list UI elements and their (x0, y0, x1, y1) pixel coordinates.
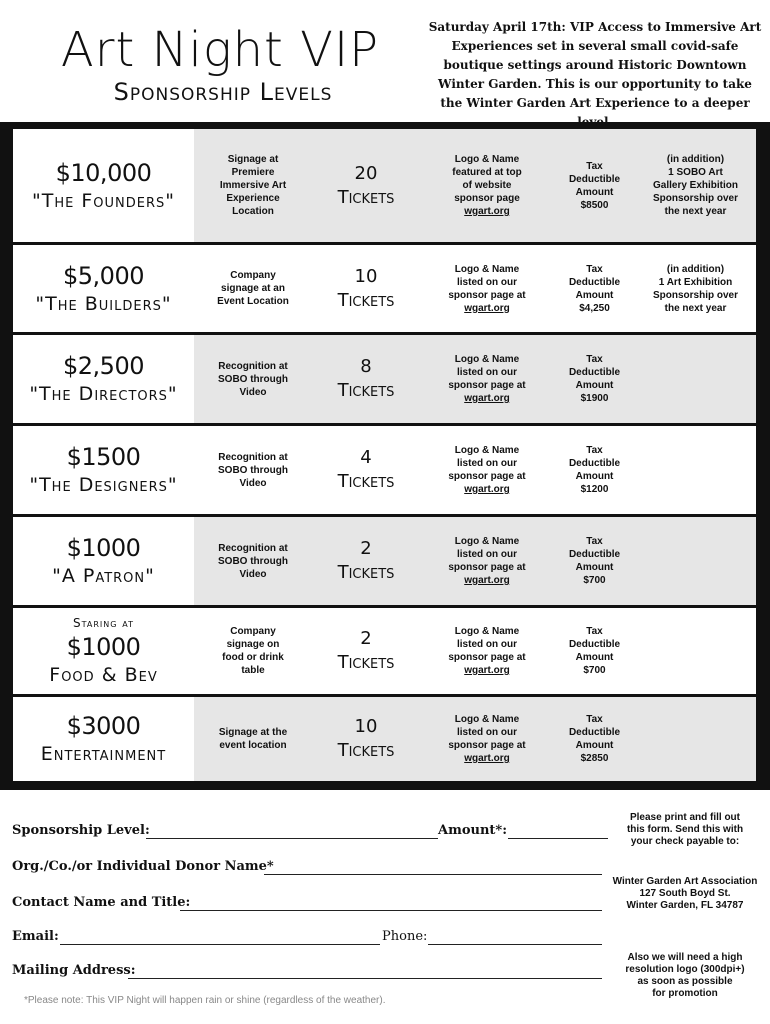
ticket-word: Tickets (337, 380, 395, 401)
level-name: "A Patron" (52, 565, 155, 587)
logo-line: sponsor page at (448, 289, 526, 301)
address-line: Winter Garden Art Association (612, 876, 758, 887)
logo-line: Logo & Name (454, 263, 520, 275)
tickets-cell (312, 517, 420, 605)
contact-label: Contact Name and Title: (12, 895, 191, 910)
signage-cell (194, 517, 312, 605)
sponsorship-level-field[interactable] (146, 824, 438, 839)
signage-line: food or drink (222, 652, 284, 663)
tickets-cell (312, 697, 420, 781)
level-name: Entertainment (40, 743, 167, 765)
signage-line: signage at an (221, 283, 285, 294)
tax-cell (554, 517, 635, 605)
logo-line: listed on our (457, 367, 517, 378)
signage-line: Location (232, 206, 274, 217)
extra-line: 1 Art Exhibition (658, 276, 733, 288)
print-note (600, 812, 770, 848)
ticket-word: Tickets (337, 186, 395, 208)
logo-line: sponsor page at (448, 471, 526, 482)
ticket-count: 8 (360, 356, 372, 377)
level-cell (13, 426, 194, 514)
ticket-count: 10 (354, 716, 378, 737)
ticket-word: Tickets (337, 471, 395, 492)
tax-line: Amount (575, 562, 614, 573)
tax-line: $8500 (580, 199, 609, 211)
logo-line: sponsor page at (448, 652, 526, 663)
signage-line: Immersive Art (219, 180, 287, 191)
website-link[interactable]: wgart.org (464, 484, 510, 495)
logo-line: sponsor page at (448, 740, 526, 751)
level-cell (13, 245, 194, 332)
website-link[interactable]: wgart.org (464, 302, 510, 314)
level-row (13, 608, 756, 694)
logo-line: Logo & Name (454, 714, 520, 725)
level-amount: $3000 (66, 712, 141, 740)
print-note-line: Please print and fill out (629, 812, 740, 823)
logo-cell (420, 129, 554, 242)
logo-line: sponsor page at (448, 562, 526, 573)
logo-cell (420, 426, 554, 514)
website-link[interactable]: wgart.org (464, 206, 510, 217)
extra-line: the next year (664, 302, 727, 314)
level-name: "The Designers" (29, 474, 178, 496)
level-cell (13, 335, 194, 423)
donor-name-label: Org./Co./or Individual Donor Name* (12, 859, 274, 874)
signage-line: Experience (226, 193, 280, 204)
tax-cell (554, 426, 635, 514)
tickets-cell (312, 335, 420, 423)
tax-line: Amount (575, 652, 614, 663)
level-amount: $5,000 (63, 261, 144, 290)
tax-line: Tax (586, 714, 603, 725)
tickets-cell (312, 129, 420, 242)
tax-line: Amount (575, 186, 614, 198)
signage-line: Company (230, 270, 276, 281)
level-amount: $1500 (66, 443, 141, 471)
mailing-label: Mailing Address: (12, 963, 136, 978)
website-link[interactable]: wgart.org (464, 393, 510, 404)
logo-line: listed on our (457, 458, 517, 469)
ticket-word: Tickets (337, 740, 395, 761)
logo-line: Logo & Name (454, 445, 520, 456)
extra-cell (635, 697, 756, 781)
amount-label: Amount*: (438, 823, 508, 838)
extra-cell (635, 129, 756, 242)
tax-line: Deductible (568, 367, 621, 378)
extra-line: 1 SOBO Art (668, 167, 723, 178)
extra-line: (in addition) (666, 154, 725, 165)
signage-line: Premiere (231, 167, 275, 178)
signage-line: SOBO through (218, 373, 288, 385)
tax-cell (554, 335, 635, 423)
level-name: "The Builders" (35, 292, 172, 315)
mailing-field[interactable] (128, 964, 602, 979)
logo-cell (420, 245, 554, 332)
footnote: *Please note: This VIP Night will happen rain or shine (regardless of the weather). (24, 995, 386, 1006)
signage-cell (194, 245, 312, 332)
tax-line: $4,250 (579, 302, 610, 314)
extra-cell (635, 335, 756, 423)
extra-line: Gallery Exhibition (652, 180, 739, 191)
extra-line: Sponsorship over (652, 193, 738, 204)
level-cell (13, 129, 194, 242)
logo-line: listed on our (457, 276, 517, 288)
print-note-line: your check payable to: (630, 836, 740, 847)
logo-line: Logo & Name (454, 626, 520, 637)
payee-address (600, 876, 770, 912)
amount-field[interactable] (508, 824, 608, 839)
ticket-word: Tickets (337, 652, 395, 673)
signage-cell (194, 129, 312, 242)
ticket-word: Tickets (337, 289, 395, 311)
logo-cell (420, 517, 554, 605)
level-row (13, 245, 756, 332)
website-link[interactable]: wgart.org (464, 575, 510, 586)
logo-line: listed on our (457, 727, 517, 738)
level-cell (13, 697, 194, 781)
extra-line: Sponsorship over (652, 289, 738, 301)
tax-line: Tax (586, 536, 603, 547)
signage-line: Signage at (227, 154, 279, 165)
tax-line: Deductible (568, 458, 621, 469)
tax-line: Tax (586, 354, 603, 365)
logo-line: featured at top (452, 167, 522, 178)
tax-line: $700 (583, 575, 606, 586)
level-amount: $10,000 (55, 158, 152, 187)
signage-line: Signage at the (218, 727, 288, 738)
ticket-word: Tickets (337, 562, 395, 583)
print-note-line: this form. Send this with (626, 824, 744, 835)
intro-text: Saturday April 17th: VIP Access to Immersive Art Experiences set in several small covid-safe boutique settings around Historic Downtown Winter Garden. This is our opportunity to take the Winter Garden Art Experience to a deeper (428, 20, 762, 110)
tax-line: Deductible (568, 173, 621, 185)
logo-cell (420, 608, 554, 694)
level-amount: $1000 (66, 534, 141, 562)
tax-cell (554, 245, 635, 332)
signage-cell (194, 426, 312, 514)
signage-cell (194, 697, 312, 781)
logo-line: listed on our (457, 549, 517, 560)
signage-line: Company (230, 626, 276, 637)
tax-line: Amount (575, 740, 614, 751)
level-name: "The Founders" (31, 189, 176, 212)
tax-line: Amount (575, 380, 614, 391)
extra-cell (635, 426, 756, 514)
extra-cell (635, 517, 756, 605)
signage-line: Recognition at (218, 360, 288, 372)
signage-line: Recognition at (218, 542, 288, 554)
level-row (13, 129, 756, 242)
logo-note (600, 952, 770, 1000)
tax-cell (554, 129, 635, 242)
tax-line: Tax (586, 160, 603, 172)
signage-cell (194, 608, 312, 694)
address-line: 127 South Boyd St. (639, 888, 731, 899)
signage-line: SOBO through (218, 464, 288, 476)
sponsorship-table (0, 122, 770, 790)
ticket-count: 2 (360, 538, 372, 559)
logo-note-line: as soon as possible (637, 976, 733, 987)
level-cell (13, 608, 194, 694)
sponsorship-level-label: Sponsorship Level: (12, 823, 150, 838)
logo-line: listed on our (457, 639, 517, 650)
tax-line: Amount (575, 289, 614, 301)
signage-line: signage on (226, 639, 280, 650)
logo-note-line: resolution logo (300dpi+) (625, 964, 745, 975)
level-name: "The Directors" (29, 383, 178, 405)
tax-line: $2850 (580, 753, 609, 764)
signage-line: SOBO through (218, 555, 288, 567)
tax-line: Amount (575, 471, 614, 482)
tax-cell (554, 697, 635, 781)
ticket-count: 20 (354, 162, 378, 184)
level-prefix: Staring at (72, 616, 134, 630)
phone-field[interactable] (428, 930, 602, 945)
extra-line: (in addition) (666, 263, 725, 275)
ticket-count: 10 (354, 265, 378, 287)
ticket-count: 4 (360, 447, 372, 468)
tax-line: Deductible (568, 727, 621, 738)
extra-cell (635, 608, 756, 694)
tickets-cell (312, 608, 420, 694)
logo-line: Logo & Name (454, 354, 520, 365)
tax-line: $700 (583, 665, 606, 676)
contact-field[interactable] (180, 896, 602, 911)
signage-line: table (241, 665, 265, 676)
level-row (13, 517, 756, 605)
logo-line: Logo & Name (454, 536, 520, 547)
logo-line: sponsor page at (448, 380, 526, 391)
level-amount: $2,500 (63, 352, 144, 380)
logo-note-line: Also we will need a high (627, 952, 743, 963)
phone-label: Phone: (382, 929, 428, 944)
level-cell (13, 517, 194, 605)
page-subtitle: Sponsorship Levels (113, 78, 333, 106)
signage-line: Video (239, 386, 267, 398)
tax-line: Deductible (568, 549, 621, 560)
signage-cell (194, 335, 312, 423)
address-line: Winter Garden, FL 34787 (626, 900, 744, 911)
tax-line: Deductible (568, 639, 621, 650)
tax-line: Tax (586, 263, 603, 275)
level-amount: $1000 (66, 633, 141, 661)
donor-name-field[interactable] (264, 860, 602, 875)
signage-line: event location (219, 740, 287, 751)
email-label: Email: (12, 929, 59, 944)
tax-line: $1200 (580, 484, 609, 495)
ticket-count: 2 (360, 628, 372, 649)
level-name: Food & Bev (49, 664, 158, 686)
email-field[interactable] (60, 930, 380, 945)
tickets-cell (312, 245, 420, 332)
page-title: Art Night VIP (60, 22, 380, 78)
tax-line: $1900 (580, 393, 609, 404)
level-row (13, 697, 756, 781)
logo-cell (420, 335, 554, 423)
logo-line: sponsor page (454, 193, 520, 204)
logo-line: Logo & Name (454, 154, 520, 165)
extra-cell (635, 245, 756, 332)
logo-note-line: for promotion (652, 988, 718, 999)
level-row (13, 335, 756, 423)
level-row (13, 426, 756, 514)
signage-line: Recognition at (218, 451, 288, 463)
signage-line: Event Location (217, 296, 289, 307)
tax-cell (554, 608, 635, 694)
tickets-cell (312, 426, 420, 514)
website-link[interactable]: wgart.org (464, 665, 510, 676)
logo-line: of website (462, 180, 512, 191)
logo-cell (420, 697, 554, 781)
tax-line: Tax (586, 445, 603, 456)
tax-line: Deductible (568, 276, 621, 288)
website-link[interactable]: wgart.org (464, 753, 510, 764)
tax-line: Tax (586, 626, 603, 637)
extra-line: the next year (664, 206, 727, 217)
signage-line: Video (239, 477, 267, 489)
signage-line: Video (239, 568, 267, 580)
